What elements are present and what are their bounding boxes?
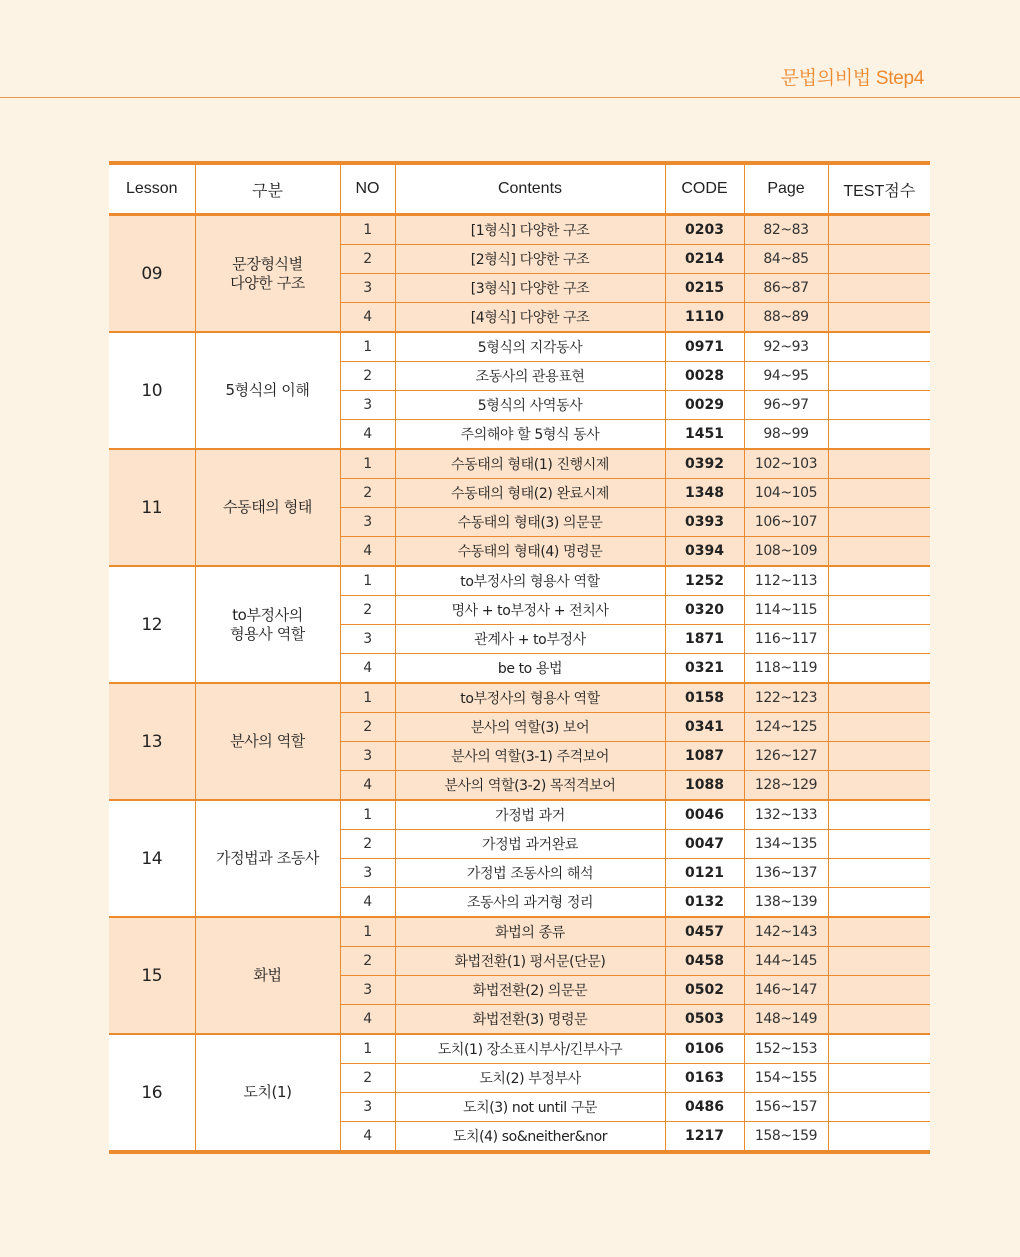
row-contents: 명사 + to부정사 + 전치사 [395,596,665,625]
row-contents: 가정법 과거완료 [395,830,665,859]
row-number: 3 [340,274,395,303]
row-code: 0457 [665,917,744,947]
header-row [109,163,930,215]
test-score-field[interactable] [828,1093,930,1122]
row-page: 106~107 [744,508,828,537]
row-contents: 가정법 과거 [395,800,665,830]
row-number: 3 [340,391,395,420]
test-score-field[interactable] [828,1005,930,1035]
row-number: 2 [340,1064,395,1093]
header-test-score: TEST점수 [828,163,930,215]
row-number: 2 [340,713,395,742]
test-score-field[interactable] [828,713,930,742]
row-code: 0458 [665,947,744,976]
row-page: 112~113 [744,566,828,596]
test-score-field[interactable] [828,362,930,391]
row-number: 4 [340,420,395,450]
row-page: 126~127 [744,742,828,771]
test-score-field[interactable] [828,420,930,450]
test-score-field[interactable] [828,1034,930,1064]
section-line: 화법 [253,966,282,984]
row-number: 4 [340,303,395,333]
row-code: 0121 [665,859,744,888]
row-code: 0971 [665,332,744,362]
row-code: 0163 [665,1064,744,1093]
row-contents: 화법전환(1) 평서문(단문) [395,947,665,976]
row-code: 1088 [665,771,744,801]
row-contents: 5형식의 지각동사 [395,332,665,362]
section-line: 수동태의 형태 [223,498,312,516]
header-contents: Contents [395,163,665,215]
row-number: 2 [340,245,395,274]
section-line: 가정법과 조동사 [216,849,319,867]
row-code: 0047 [665,830,744,859]
lesson-table-container [109,161,930,1154]
table-row [109,683,930,713]
row-contents: 화법전환(2) 의문문 [395,976,665,1005]
row-page: 84~85 [744,245,828,274]
table-header [109,163,930,215]
lesson-group [109,566,930,683]
row-code: 0486 [665,1093,744,1122]
page-header [0,0,1020,98]
row-code: 0503 [665,1005,744,1035]
row-contents: 도치(3) not until 구문 [395,1093,665,1122]
row-contents: 화법전환(3) 명령문 [395,1005,665,1035]
row-page: 134~135 [744,830,828,859]
row-contents: 주의해야 할 5형식 동사 [395,420,665,450]
row-contents: [2형식] 다양한 구조 [395,245,665,274]
row-code: 0214 [665,245,744,274]
row-page: 124~125 [744,713,828,742]
row-page: 136~137 [744,859,828,888]
test-score-field[interactable] [828,742,930,771]
row-number: 1 [340,800,395,830]
test-score-field[interactable] [828,800,930,830]
header-section: 구분 [195,163,340,215]
section-line: 5형식의 이해 [225,381,310,399]
row-number: 2 [340,830,395,859]
row-number: 4 [340,1122,395,1153]
table-row [109,449,930,479]
row-contents: 조동사의 과거형 정리 [395,888,665,918]
book-title: 문법의비법 Step4 [780,68,924,89]
row-code: 0132 [665,888,744,918]
row-page: 88~89 [744,303,828,333]
test-score-field[interactable] [828,859,930,888]
lesson-group [109,215,930,333]
row-contents: 5형식의 사역동사 [395,391,665,420]
row-page: 92~93 [744,332,828,362]
row-number: 1 [340,566,395,596]
section-line: 다양한 구조 [230,273,305,292]
row-number: 3 [340,1093,395,1122]
row-number: 1 [340,683,395,713]
row-contents: 화법의 종류 [395,917,665,947]
row-code: 0393 [665,508,744,537]
table-row [109,800,930,830]
row-page: 94~95 [744,362,828,391]
row-number: 4 [340,1005,395,1035]
lesson-section [195,566,340,683]
row-code: 1087 [665,742,744,771]
row-contents: 조동사의 관용표현 [395,362,665,391]
row-page: 138~139 [744,888,828,918]
lesson-group [109,683,930,800]
lesson-group [109,917,930,1034]
test-score-field[interactable] [828,947,930,976]
lesson-number: 15 [109,917,195,1034]
lesson-section [195,449,340,566]
row-code: 1348 [665,479,744,508]
row-number: 1 [340,1034,395,1064]
row-code: 1252 [665,566,744,596]
lesson-section [195,917,340,1034]
test-score-field[interactable] [828,976,930,1005]
lesson-number: 14 [109,800,195,917]
row-code: 0028 [665,362,744,391]
row-contents: [1형식] 다양한 구조 [395,215,665,245]
row-page: 132~133 [744,800,828,830]
header-page: Page [744,163,828,215]
lesson-section [195,683,340,800]
row-contents: 도치(1) 장소표시부사/긴부사구 [395,1034,665,1064]
row-page: 108~109 [744,537,828,567]
test-score-field[interactable] [828,654,930,684]
row-page: 146~147 [744,976,828,1005]
row-page: 148~149 [744,1005,828,1035]
row-page: 102~103 [744,449,828,479]
lesson-section [195,1034,340,1152]
test-score-field[interactable] [828,449,930,479]
row-code: 0321 [665,654,744,684]
lesson-group [109,332,930,449]
row-page: 96~97 [744,391,828,420]
test-score-field[interactable] [828,215,930,245]
lesson-number: 13 [109,683,195,800]
header-lesson: Lesson [109,163,195,215]
test-score-field[interactable] [828,537,930,567]
section-line: to부정사의 [232,605,303,624]
lesson-table [109,161,930,1154]
row-page: 116~117 [744,625,828,654]
table-row [109,566,930,596]
row-number: 1 [340,449,395,479]
row-code: 0341 [665,713,744,742]
row-number: 2 [340,596,395,625]
row-contents: 수동태의 형태(2) 완료시제 [395,479,665,508]
table-row [109,332,930,362]
row-contents: 가정법 조동사의 해석 [395,859,665,888]
test-score-field[interactable] [828,1064,930,1093]
row-page: 156~157 [744,1093,828,1122]
test-score-field[interactable] [828,303,930,333]
row-number: 4 [340,537,395,567]
row-number: 3 [340,742,395,771]
row-contents: [3형식] 다양한 구조 [395,274,665,303]
table-row [109,917,930,947]
lesson-group [109,1034,930,1152]
row-page: 158~159 [744,1122,828,1153]
test-score-field[interactable] [828,683,930,713]
row-code: 0502 [665,976,744,1005]
row-page: 128~129 [744,771,828,801]
row-number: 4 [340,771,395,801]
test-score-field[interactable] [828,245,930,274]
test-score-field[interactable] [828,1122,930,1153]
test-score-field[interactable] [828,625,930,654]
row-contents: 수동태의 형태(3) 의문문 [395,508,665,537]
row-code: 0394 [665,537,744,567]
test-score-field[interactable] [828,391,930,420]
row-contents: 분사의 역할(3-2) 목적격보어 [395,771,665,801]
lesson-section [195,800,340,917]
row-code: 0392 [665,449,744,479]
lesson-number: 10 [109,332,195,449]
row-number: 1 [340,917,395,947]
test-score-field[interactable] [828,566,930,596]
row-code: 1110 [665,303,744,333]
row-code: 0158 [665,683,744,713]
test-score-field[interactable] [828,332,930,362]
section-line: 형용사 역할 [230,624,305,643]
lesson-number: 12 [109,566,195,683]
row-number: 3 [340,976,395,1005]
row-code: 0203 [665,215,744,245]
row-page: 144~145 [744,947,828,976]
row-page: 114~115 [744,596,828,625]
row-page: 98~99 [744,420,828,450]
row-code: 1217 [665,1122,744,1153]
row-contents: 도치(2) 부정부사 [395,1064,665,1093]
row-contents: 관계사 + to부정사 [395,625,665,654]
row-number: 4 [340,888,395,918]
section-line: 문장형식별 [232,254,303,273]
row-code: 0106 [665,1034,744,1064]
row-contents: be to 용법 [395,654,665,684]
row-number: 3 [340,859,395,888]
table-row [109,215,930,245]
row-code: 0320 [665,596,744,625]
row-contents: [4형식] 다양한 구조 [395,303,665,333]
row-contents: 분사의 역할(3-1) 주격보어 [395,742,665,771]
row-code: 1871 [665,625,744,654]
lesson-group [109,800,930,917]
lesson-section [195,215,340,333]
row-number: 3 [340,625,395,654]
row-contents: to부정사의 형용사 역할 [395,566,665,596]
row-contents: to부정사의 형용사 역할 [395,683,665,713]
row-code: 0046 [665,800,744,830]
row-page: 82~83 [744,215,828,245]
row-number: 4 [340,654,395,684]
row-number: 3 [340,508,395,537]
row-code: 1451 [665,420,744,450]
test-score-field[interactable] [828,508,930,537]
row-number: 2 [340,362,395,391]
row-page: 142~143 [744,917,828,947]
test-score-field[interactable] [828,479,930,508]
row-code: 0029 [665,391,744,420]
row-page: 154~155 [744,1064,828,1093]
lesson-group [109,449,930,566]
test-score-field[interactable] [828,596,930,625]
test-score-field[interactable] [828,274,930,303]
lesson-number: 16 [109,1034,195,1152]
row-contents: 분사의 역할(3) 보어 [395,713,665,742]
lesson-section [195,332,340,449]
header-code: CODE [665,163,744,215]
test-score-field[interactable] [828,771,930,801]
section-line: 분사의 역할 [230,732,305,750]
row-contents: 수동태의 형태(4) 명령문 [395,537,665,567]
test-score-field[interactable] [828,917,930,947]
lesson-number: 11 [109,449,195,566]
row-number: 2 [340,947,395,976]
section-line: 도치(1) [243,1083,292,1101]
test-score-field[interactable] [828,830,930,859]
row-page: 122~123 [744,683,828,713]
lesson-number: 09 [109,215,195,333]
row-code: 0215 [665,274,744,303]
row-number: 1 [340,332,395,362]
table-row [109,1034,930,1064]
row-contents: 도치(4) so&neither&nor [395,1122,665,1153]
row-number: 2 [340,479,395,508]
row-page: 152~153 [744,1034,828,1064]
row-page: 86~87 [744,274,828,303]
row-number: 1 [340,215,395,245]
row-contents: 수동태의 형태(1) 진행시제 [395,449,665,479]
row-page: 104~105 [744,479,828,508]
test-score-field[interactable] [828,888,930,918]
header-no: NO [340,163,395,215]
row-page: 118~119 [744,654,828,684]
